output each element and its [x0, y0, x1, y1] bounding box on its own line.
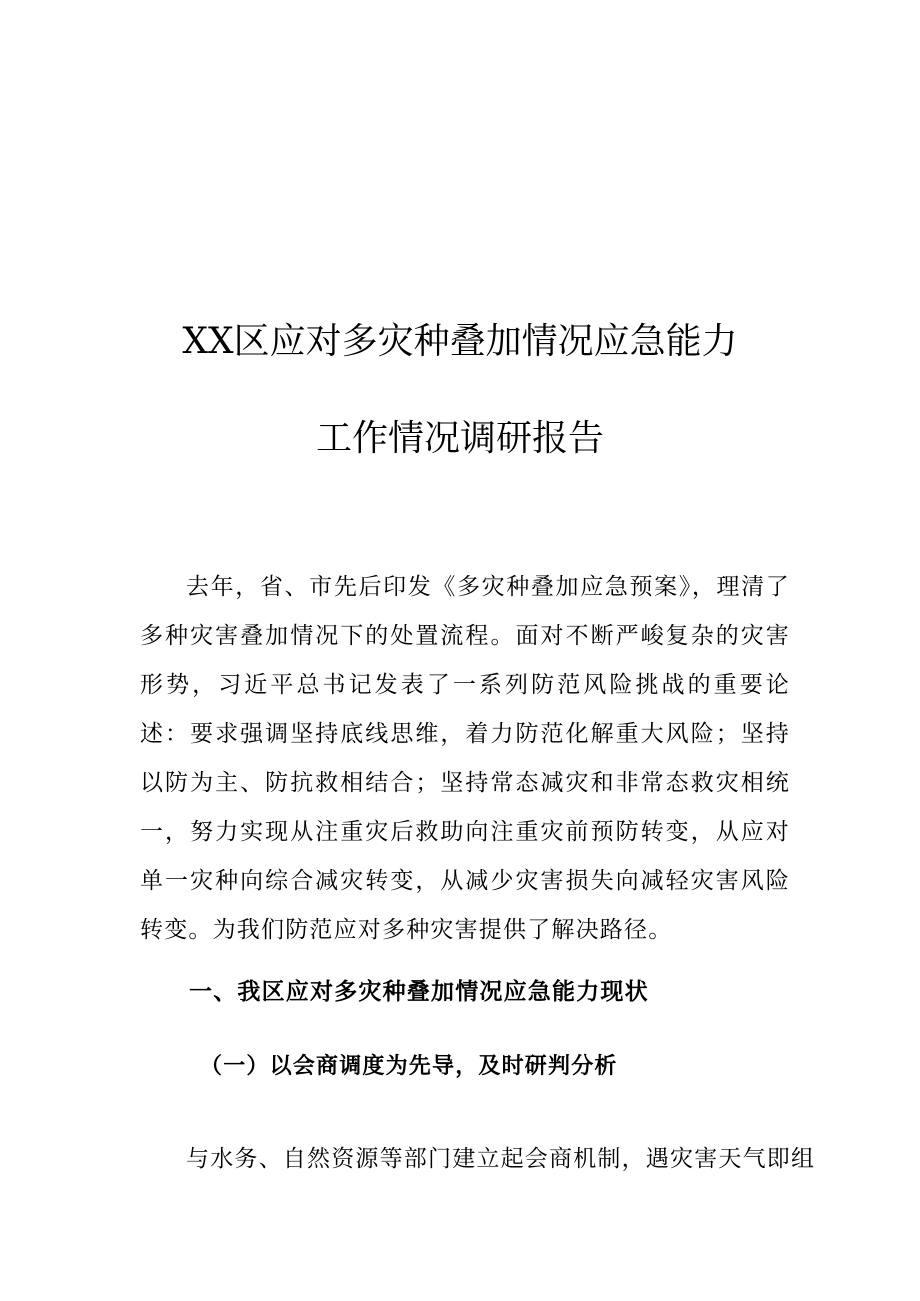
- section-heading: 一、我区应对多灾种叠加情况应急能力现状: [189, 979, 649, 1005]
- document-title-line-1: XX区应对多灾种叠加情况应急能力: [182, 321, 738, 362]
- document-title-line-2: 工作情况调研报告: [315, 418, 604, 459]
- subsection-heading: （一）以会商调度为先导，及时研判分析: [200, 1054, 618, 1079]
- subsection-paragraph: 与水务、自然资源等部门建立起会商机制，遇灾害天气即组: [186, 1146, 816, 1172]
- intro-paragraph: 去年，省、市先后印发《多灾种叠加应急预案》，理清了多种灾害叠加情况下的处置流程。面对不断严峻复杂的灾害形势，习近平总书记发表了一系列防范风险挑战的重要论述：要求强调坚持底线思维，着力防范化解重大风险；坚持以防为主、防抗救相结合；坚持常态减灾和非常态救灾相统一，努力实现从注重灾后救助向注重灾前预防转变，从应对单一灾种向综合减灾转变，从减少灾害损失向减轻灾害风险转变。为我们防范应对多种灾害提供了解决路径。: [140, 574, 790, 943]
